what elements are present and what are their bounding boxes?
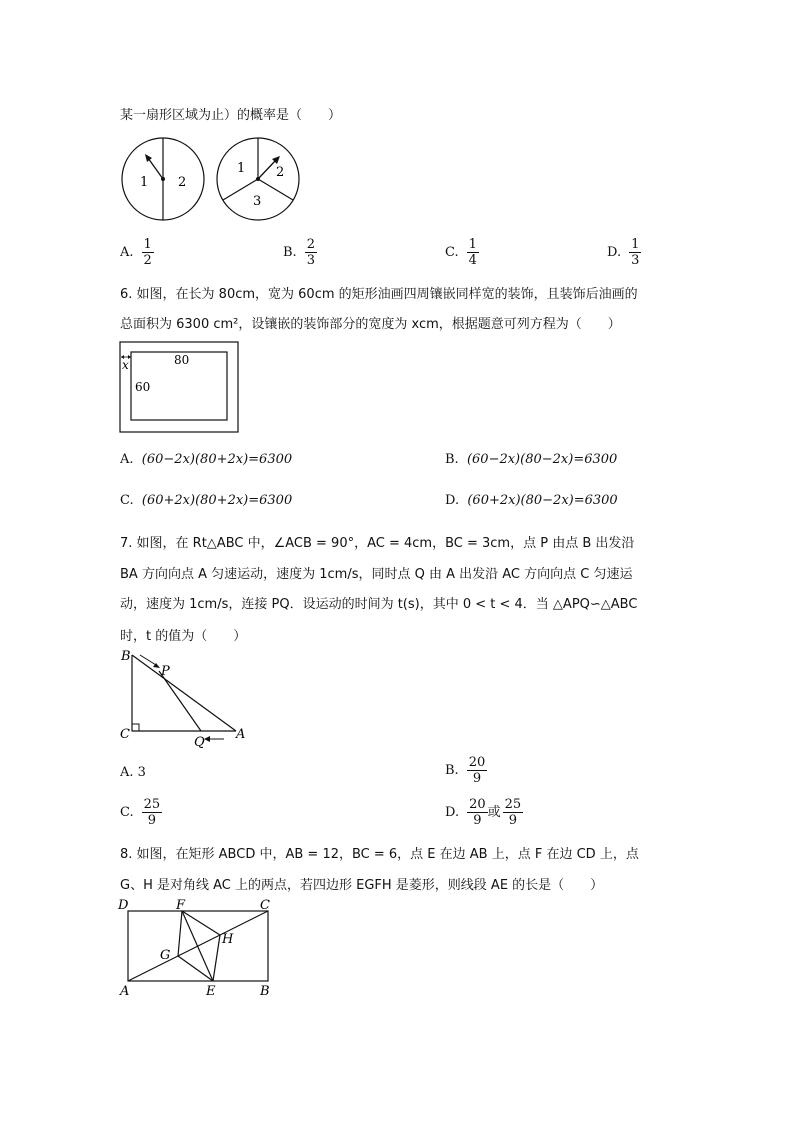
or-word: 或 — [487, 805, 501, 820]
q5-option-c[interactable] — [445, 237, 479, 268]
fraction — [305, 237, 317, 268]
denominator: 9 — [472, 771, 482, 786]
q7-stem-line-1: 7. 如图，在 Rt△ABC 中，∠ACB = 90°，AC = 4cm，BC = 3cm，点 P 由点 B 出发沿 — [120, 536, 635, 551]
option-expr: (60−2x)(80−2x)=6300 — [466, 452, 618, 467]
label-c: C — [120, 727, 130, 742]
denominator: 4 — [468, 253, 477, 268]
option-letter: B. — [445, 452, 459, 467]
q8-stem-line-2: G、H 是对角线 AC 上的两点，若四边形 EGFH 是菱形，则线段 AE 的长是（ ） — [120, 878, 604, 893]
label-c: C — [260, 898, 270, 913]
q8-rectangle-figure — [114, 896, 284, 1000]
option-letter: B. — [445, 763, 459, 778]
fraction — [467, 237, 479, 268]
q7-stem-line-4: 时，t 的值为（ ） — [120, 629, 247, 644]
option-letter: B. — [283, 245, 297, 260]
q6-stem-line-2: 总面积为 6300 cm²，设镶嵌的装饰部分的宽度为 xcm，根据题意可列方程为（ ） — [120, 317, 621, 332]
denominator: 9 — [508, 813, 518, 828]
q6-option-a[interactable] — [120, 452, 292, 467]
frame-x-label: x — [122, 358, 129, 372]
numerator: 1 — [143, 237, 152, 252]
option-letter: A. — [120, 245, 134, 260]
label-b: B — [121, 649, 131, 664]
option-letter: D. — [445, 493, 460, 508]
numerator: 2 — [306, 237, 315, 252]
q6-frame-figure — [118, 340, 242, 436]
label-q: Q — [194, 735, 205, 750]
numerator: 1 — [468, 237, 477, 252]
label-f: F — [176, 898, 186, 913]
label-d: D — [118, 898, 129, 913]
denominator: 9 — [473, 813, 482, 828]
denominator: 2 — [143, 253, 152, 268]
label-b: B — [260, 984, 270, 999]
option-letter: D. — [607, 245, 622, 260]
q5-stem-tail: 某一扇形区域为止）的概率是（ ） — [120, 108, 342, 123]
q6-option-d[interactable] — [445, 493, 618, 508]
option-letter: C. — [120, 493, 134, 508]
spinner-right-label-3: 3 — [253, 194, 262, 209]
option-value: 3 — [137, 765, 146, 780]
denominator: 3 — [306, 253, 315, 268]
q5-option-a[interactable] — [120, 237, 154, 268]
label-p: P — [161, 664, 170, 679]
label-g: G — [160, 948, 171, 963]
spinner-right — [217, 138, 299, 220]
q7-stem-line-2: BA 方向向点 A 匀速运动，速度为 1cm/s，同时点 Q 由 A 出发沿 AC 方向向点 C 匀速运 — [120, 567, 633, 582]
denominator: 9 — [147, 813, 157, 828]
option-letter: D. — [445, 805, 460, 820]
label-a: A — [236, 727, 246, 742]
option-expr: (60+2x)(80+2x)=6300 — [141, 493, 293, 508]
q6-option-c[interactable] — [120, 493, 292, 508]
frame-length-label: 80 — [174, 353, 190, 367]
q5-spinner-figure — [118, 136, 308, 226]
q8-stem-line-1: 8. 如图，在矩形 ABCD 中，AB = 12，BC = 6，点 E 在边 AB 上，点 F 在边 CD 上，点 — [120, 847, 639, 862]
label-e: E — [206, 984, 216, 999]
fraction — [467, 797, 488, 828]
q6-option-b[interactable] — [445, 452, 617, 467]
numerator: 1 — [631, 237, 640, 252]
fraction — [503, 797, 524, 828]
spinner-left — [122, 138, 204, 220]
q7-option-c[interactable] — [120, 797, 162, 828]
spinner-left-label-2: 2 — [178, 175, 187, 190]
fraction — [629, 237, 641, 268]
option-letter: A. — [120, 765, 134, 780]
q6-stem-line-1: 6. 如图，在长为 80cm，宽为 60cm 的矩形油画四周镶嵌同样宽的装饰，且装饰后油画的 — [120, 287, 638, 302]
fraction — [467, 755, 488, 786]
frame-width-label: 60 — [135, 380, 151, 394]
numerator: 20 — [468, 755, 486, 770]
q5-option-b[interactable] — [283, 237, 317, 268]
label-a: A — [120, 984, 130, 999]
spinner-right-label-2: 2 — [276, 165, 285, 180]
option-letter: A. — [120, 452, 134, 467]
q7-stem-line-3: 动，速度为 1cm/s，连接 PQ．设运动的时间为 t(s)，其中 0 < t < 4．当 △APQ∽△ABC — [120, 597, 638, 612]
numerator: 25 — [143, 797, 161, 812]
numerator: 25 — [504, 797, 522, 812]
q7-option-b[interactable] — [445, 755, 487, 786]
spinner-right-label-1: 1 — [237, 161, 246, 176]
fraction — [142, 237, 154, 268]
spinner-left-label-1: 1 — [140, 175, 149, 190]
q7-option-d[interactable] — [445, 797, 523, 828]
label-h: H — [222, 932, 234, 947]
option-expr: (60+2x)(80−2x)=6300 — [467, 493, 618, 508]
option-expr: (60−2x)(80+2x)=6300 — [141, 452, 293, 467]
q7-triangle-figure — [116, 645, 256, 750]
q7-option-a[interactable] — [120, 765, 146, 780]
fraction — [142, 797, 163, 828]
q5-option-d[interactable] — [607, 237, 641, 268]
option-letter: C. — [445, 245, 459, 260]
denominator: 3 — [631, 253, 640, 268]
numerator: 20 — [469, 797, 486, 812]
option-letter: C. — [120, 805, 134, 820]
